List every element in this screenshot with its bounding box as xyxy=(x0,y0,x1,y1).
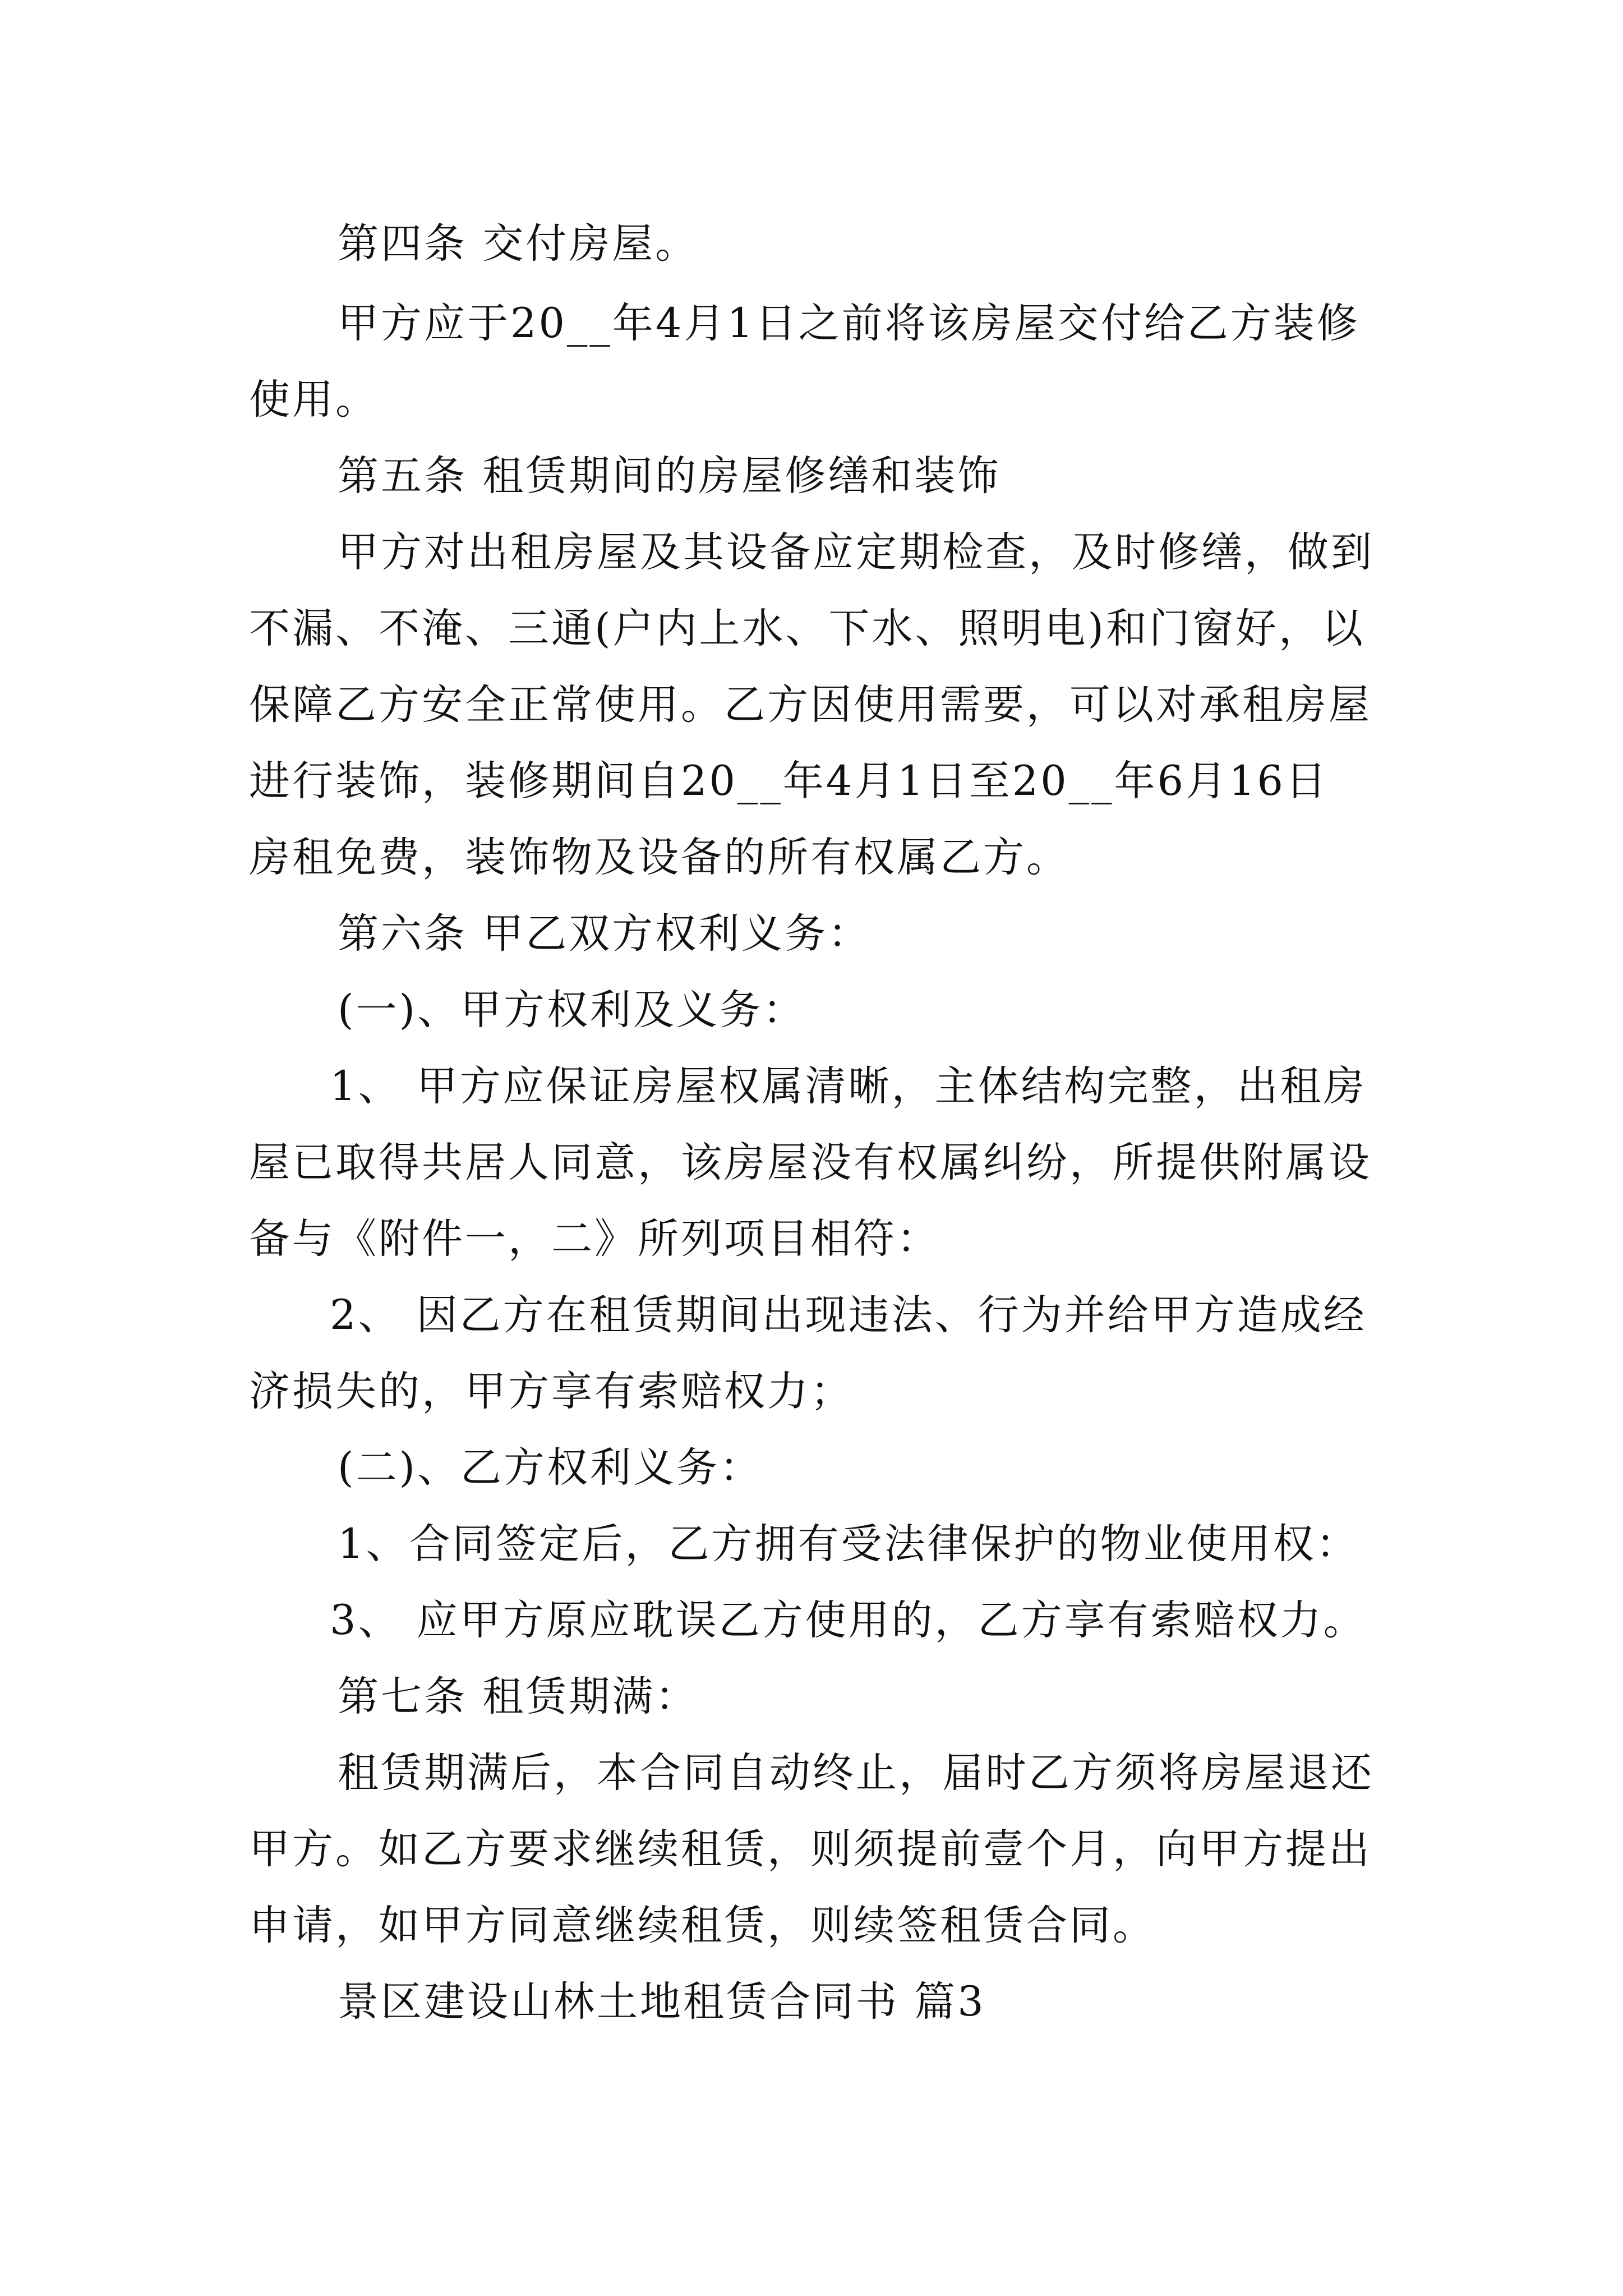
paragraph-line: 备与《附件一，二》所列项目相符： xyxy=(249,1215,940,1263)
article-7-heading: 第七条 租赁期满： xyxy=(338,1673,699,1720)
paragraph-line: 不漏、不淹、三通(户内上水、下水、照明电)和门窗好，以 xyxy=(249,605,1365,652)
list-item: 2、 因乙方在租赁期间出现违法、行为并给甲方造成经 xyxy=(330,1291,1367,1339)
list-item: 3、 应甲方原应耽误乙方使用的，乙方享有索赔权力。 xyxy=(330,1596,1367,1644)
section-title: 景区建设山林土地租赁合同书 篇3 xyxy=(338,1978,986,2026)
paragraph-line: 屋已取得共居人同意，该房屋没有权属纠纷，所提供附属设 xyxy=(249,1139,1372,1186)
paragraph-line: 保障乙方安全正常使用。乙方因使用需要，可以对承租房屋 xyxy=(249,681,1372,729)
subsection-heading: (一)、甲方权利及义务： xyxy=(338,986,806,1034)
article-6-heading: 第六条 甲乙双方权利义务： xyxy=(338,910,872,958)
subsection-heading: (二)、乙方权利义务： xyxy=(338,1444,763,1492)
paragraph-line: 租赁期满后，本合同自动终止，届时乙方须将房屋退还 xyxy=(338,1749,1374,1797)
paragraph-line: 进行装饰，装修期间自20__年4月1日至20__年6月16日 xyxy=(249,757,1329,805)
paragraph-line: 甲方应于20__年4月1日之前将该房屋交付给乙方装修 xyxy=(338,300,1360,347)
article-4-heading: 第四条 交付房屋。 xyxy=(338,220,699,268)
list-item: 1、合同签定后，乙方拥有受法律保护的物业使用权： xyxy=(338,1520,1359,1568)
list-item: 1、 甲方应保证房屋权属清晰，主体结构完整，出租房 xyxy=(330,1062,1367,1110)
paragraph-line: 甲方对出租房屋及其设备应定期检查，及时修缮，做到 xyxy=(338,528,1374,576)
paragraph-line: 甲方。如乙方要求继续租赁，则须提前壹个月，向甲方提出 xyxy=(249,1825,1372,1873)
paragraph-line: 济损失的，甲方享有索赔权力； xyxy=(249,1368,854,1415)
paragraph-line: 申请，如甲方同意继续租赁，则续签租赁合同。 xyxy=(249,1902,1156,1949)
paragraph-line: 房租免费，装饰物及设备的所有权属乙方。 xyxy=(249,834,1069,881)
paragraph-line: 使用。 xyxy=(249,376,379,424)
article-5-heading: 第五条 租赁期间的房屋修缮和装饰 xyxy=(338,452,1001,500)
